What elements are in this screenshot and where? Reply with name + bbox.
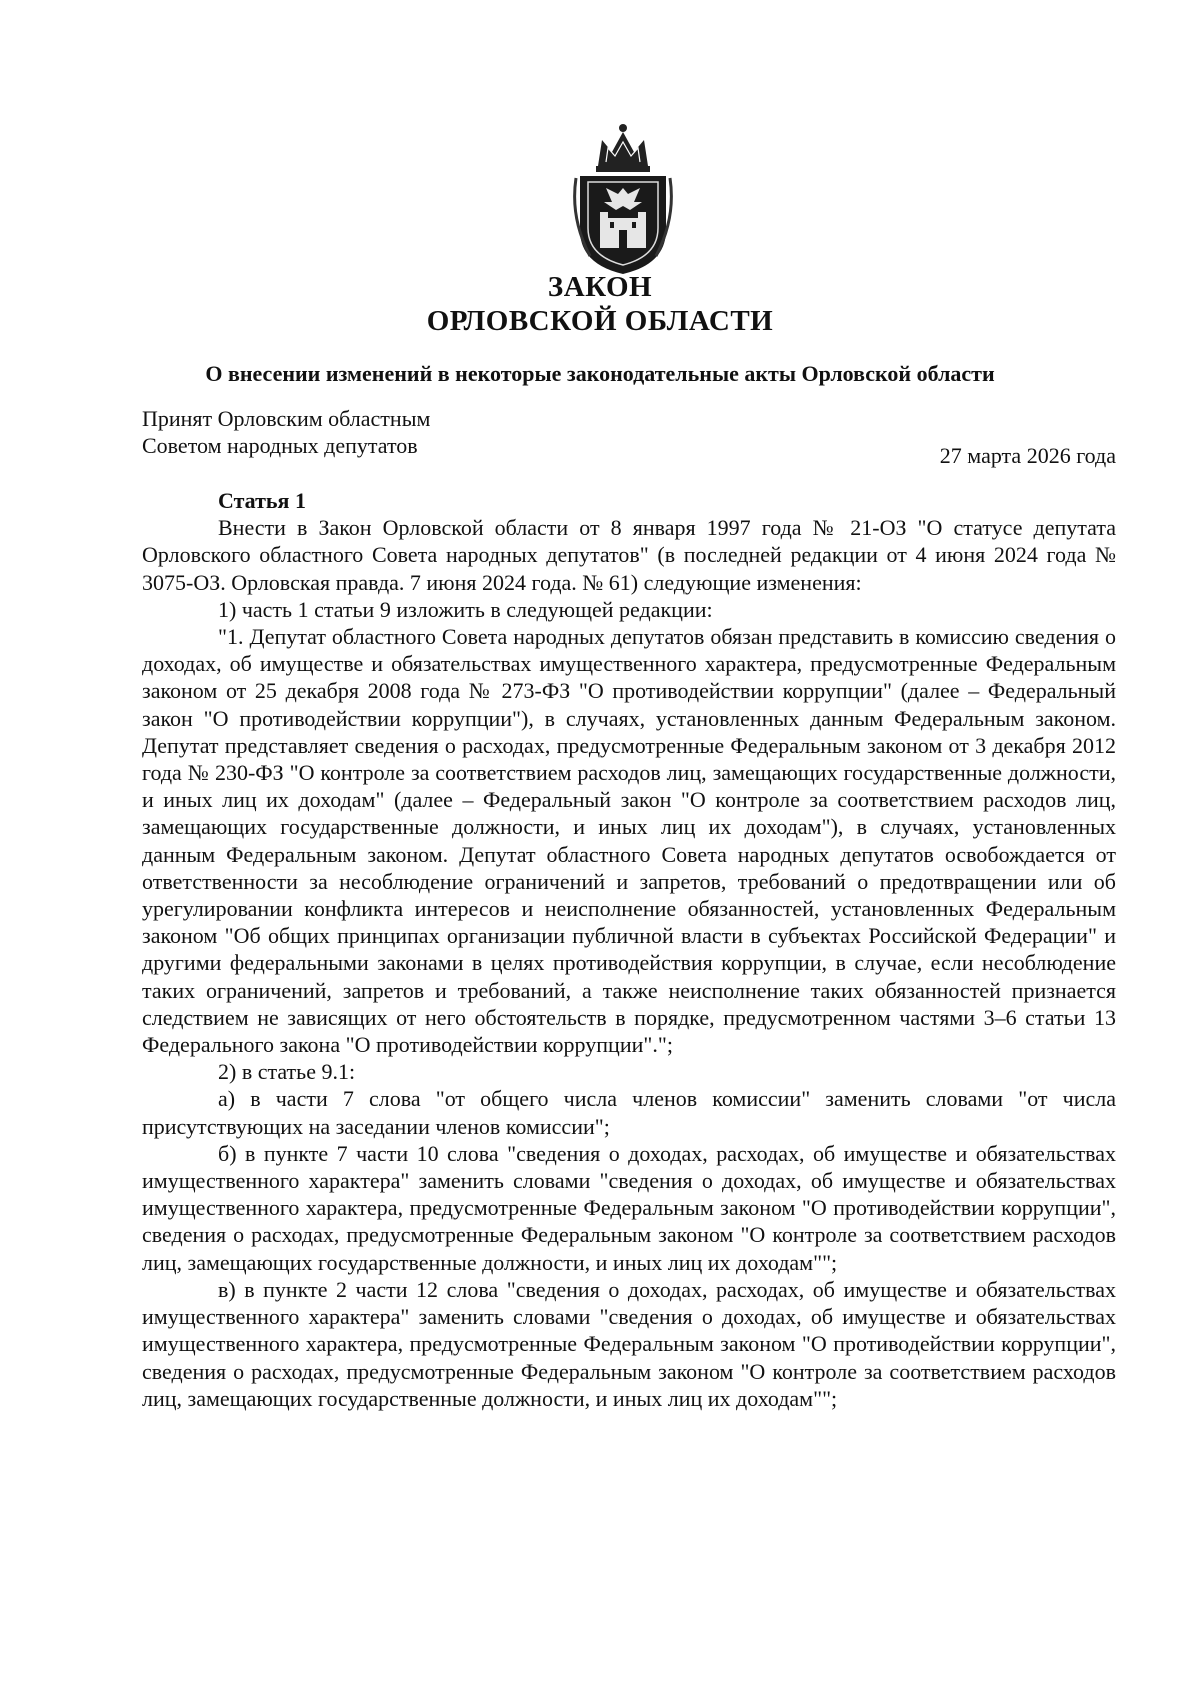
adoption-line-1: Принят Орловским областным [142, 406, 431, 431]
paragraph: в) в пункте 2 части 12 слова "сведения о доходах, расходах, об имуществе и обязательствах имущественного характера" заменить словами "сведения о доходах, об имуществе и обязательствах имущественного характера, предусмотренные Федеральным законом "О противодействии коррупции", сведения о расходах, предусмотренные Федеральным законом "О контроле за соответствием расходов лиц, замещающих государственные должности, и иных лиц их доходам""; [142, 1276, 1116, 1411]
law-title [0, 270, 1200, 338]
paragraph: 2) в статье 9.1: [218, 1059, 356, 1085]
paragraph: 1) часть 1 статьи 9 изложить в следующей редакции: [218, 596, 713, 622]
title-law: ЗАКОН [547, 271, 653, 303]
article-heading: Статья 1 [218, 488, 306, 513]
orel-oblast-coat-of-arms-icon [568, 118, 678, 278]
adoption-date: 27 марта 2026 года [939, 443, 1116, 468]
paragraph: б) в пункте 7 части 10 слова "сведения о доходах, расходах, об имуществе и обязательствах имущественного характера" заменить словами "сведения о доходах, об имуществе и обязательствах имущественного характера, предусмотренные Федеральным законом "О противодействии коррупции", сведения о расходах, предусмотренные Федеральным законом "О контроле за соответствием расходов лиц, замещающих государственные должности, и иных лиц их доходам""; [142, 1140, 1116, 1275]
paragraph: Внести в Закон Орловской области от 8 января 1997 года № 21-ОЗ "О статусе депутата Орловского областного Совета народных депутатов" (в последней редакции от 4 июня 2024 года № 3075-ОЗ. Орловская правда. 7 июня 2024 года. № 61) следующие изменения: [142, 515, 1116, 595]
law-subtitle: О внесении изменений в некоторые законодательные акты Орловской области [205, 361, 995, 386]
adoption-info [142, 405, 430, 459]
paragraph: а) в части 7 слова "от общего числа членов комиссии" заменить словами "от числа присутствующих на заседании членов комиссии"; [142, 1086, 1116, 1139]
title-region: ОРЛОВСКОЙ ОБЛАСТИ [426, 305, 774, 337]
article-body [142, 487, 1116, 1412]
paragraph: "1. Депутат областного Совета народных депутатов обязан представить в комиссию сведения о доходах, об имуществе и обязательствах имущественного характера, предусмотренные Федеральным законом от 25 декабря 2008 года № 273-ФЗ "О противодействии коррупции" (далее – Федеральный закон "О противодействии коррупции"), в случаях, установленных данным Федеральным законом. Депутат представляет сведения о расходах, предусмотренные Федеральным законом от 3 декабря 2012 года № 230-ФЗ "О контроле за соответствием расходов лиц, замещающих государственные должности, и иных лиц их доходам" (далее – Федеральный закон "О контроле за соответствием расходов лиц, замещающих государственные должности, и иных лиц их доходам"), в случаях, установленных данным Федеральным законом. Депутат областного Совета народных депутатов освобождается от ответственности за несоблюдение ограничений и запретов, требований о предотвращении или об урегулировании конфликта интересов и неисполнение обязанностей, установленных Федеральным законом "Об общих принципах организации публичной власти в субъектах Российской Федерации" и другими федеральными законами в целях противодействия коррупции, в случае, если несоблюдение таких ограничений, запретов и требований, а также неисполнение таких обязанностей признается следствием не зависящих от него обстоятельств в порядке, предусмотренном частями 3–6 статьи 13 Федерального закона "О противодействии коррупции"."; [142, 624, 1116, 1058]
adoption-line-2: Советом народных депутатов [142, 433, 418, 458]
